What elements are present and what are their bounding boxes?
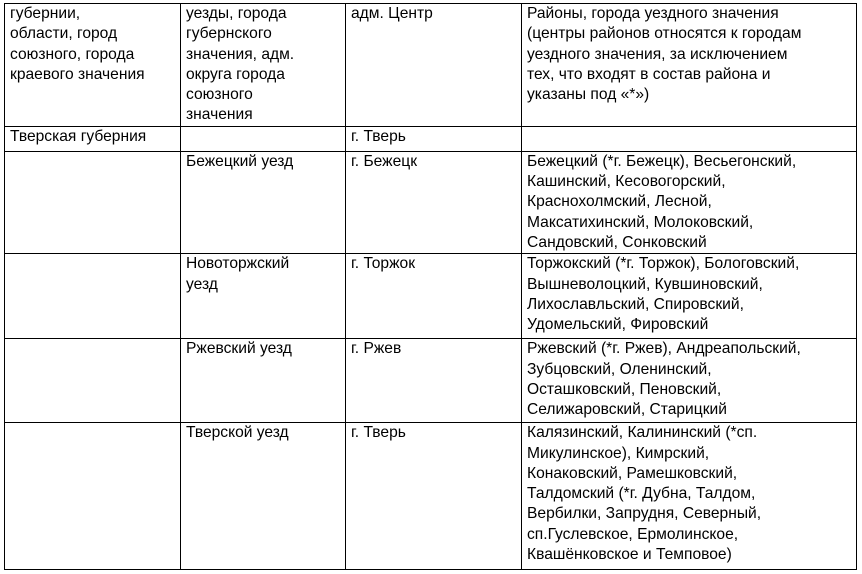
cell-line: Вербилки, Запрудня, Северный, (527, 505, 762, 523)
cell-districts (522, 423, 857, 570)
cell-line: г. Бежецк (351, 152, 418, 170)
cell-line: Лихославльский, Спировский, (527, 295, 744, 313)
cell-center (346, 126, 522, 151)
header-line: значения (186, 106, 253, 124)
cell-uezd (181, 339, 346, 423)
cell-line: Бежецкий уезд (186, 152, 294, 170)
cell-line: Конаковский, Рамешковский, (527, 464, 738, 482)
header-line: уездного значения, за исключением (527, 45, 788, 63)
cell-line: сп.Гуслевское, Ермолинское, (527, 525, 739, 543)
cell-line: Талдомский (*г. Дубна, Талдом, (527, 485, 756, 503)
header-uezd (181, 4, 346, 127)
table-row (5, 151, 857, 253)
cell-province (5, 339, 181, 423)
cell-districts (522, 151, 857, 253)
cell-line: Тверской уезд (186, 424, 289, 442)
header-line: адм. Центр (351, 5, 433, 22)
cell-districts (522, 339, 857, 423)
cell-uezd (181, 423, 346, 570)
cell-line: Удомельский, Фировский (527, 316, 709, 334)
cell-line: уезд (186, 275, 218, 293)
header-line: союзного, города (10, 45, 135, 63)
cell-line: Селижаровский, Старицкий (527, 401, 727, 419)
header-line: Районы, города уездного значения (527, 5, 779, 22)
cell-line: Зубцовский, Оленинский, (527, 360, 712, 378)
cell-line: Вышневолоцкий, Кувшиновский, (527, 275, 763, 293)
header-line: указаны под «*») (527, 86, 650, 104)
header-line: уезды, города (186, 5, 287, 22)
cell-line: г. Тверь (351, 127, 406, 145)
cell-line: Микулинское), Кимрский, (527, 444, 710, 462)
table-row (5, 339, 857, 423)
cell-line: Торжокский (*г. Торжок), Бологовский, (527, 255, 800, 273)
admin-division-table (4, 3, 857, 570)
cell-line: г. Ржев (351, 340, 402, 358)
cell-line: Калязинский, Калининский (*сп. (527, 424, 758, 442)
cell-line: Краснохолмский, Лесной, (527, 193, 712, 211)
cell-line: г. Тверь (351, 424, 406, 442)
header-line: значения, адм. (186, 45, 295, 63)
header-line: (центры районов относятся к городам (527, 25, 802, 43)
header-line: союзного (186, 86, 253, 104)
cell-center (346, 151, 522, 253)
cell-line: Квашёнковское и Темповое) (527, 546, 732, 564)
cell-line: Новоторжский (186, 255, 290, 273)
cell-line: Ржевский (*г. Ржев), Андреапольский, (527, 340, 801, 358)
table-row (5, 254, 857, 339)
cell-line: Ржевский уезд (186, 340, 292, 358)
cell-districts (522, 254, 857, 339)
cell-line: Осташковский, Пеновский, (527, 380, 722, 398)
cell-uezd (181, 151, 346, 253)
cell-center (346, 339, 522, 423)
header-line: губернского (186, 25, 272, 43)
cell-uezd (181, 254, 346, 339)
header-line: области, город (10, 25, 118, 43)
cell-uezd (181, 126, 346, 151)
table-row (5, 423, 857, 570)
cell-province (5, 151, 181, 253)
table-header-row (5, 4, 857, 127)
cell-line: г. Торжок (351, 255, 416, 273)
header-center (346, 4, 522, 127)
header-line: краевого значения (10, 65, 145, 83)
header-districts (522, 4, 857, 127)
cell-province (5, 254, 181, 339)
cell-center (346, 254, 522, 339)
header-province (5, 4, 181, 127)
table-row (5, 126, 857, 151)
cell-line: Тверская губерния (10, 127, 147, 145)
cell-line: Максатихинский, Молоковский, (527, 213, 754, 231)
cell-province (5, 126, 181, 151)
cell-center (346, 423, 522, 570)
header-line: губернии, (10, 5, 81, 22)
cell-line: Сандовский, Сонковский (527, 233, 707, 251)
header-line: тех, что входят в состав района и (527, 65, 771, 83)
cell-districts (522, 126, 857, 151)
cell-line: Бежецкий (*г. Бежецк), Весьегонский, (527, 152, 797, 170)
cell-line: Кашинский, Кесовогорский, (527, 173, 726, 191)
header-line: округа города (186, 65, 285, 83)
cell-province (5, 423, 181, 570)
